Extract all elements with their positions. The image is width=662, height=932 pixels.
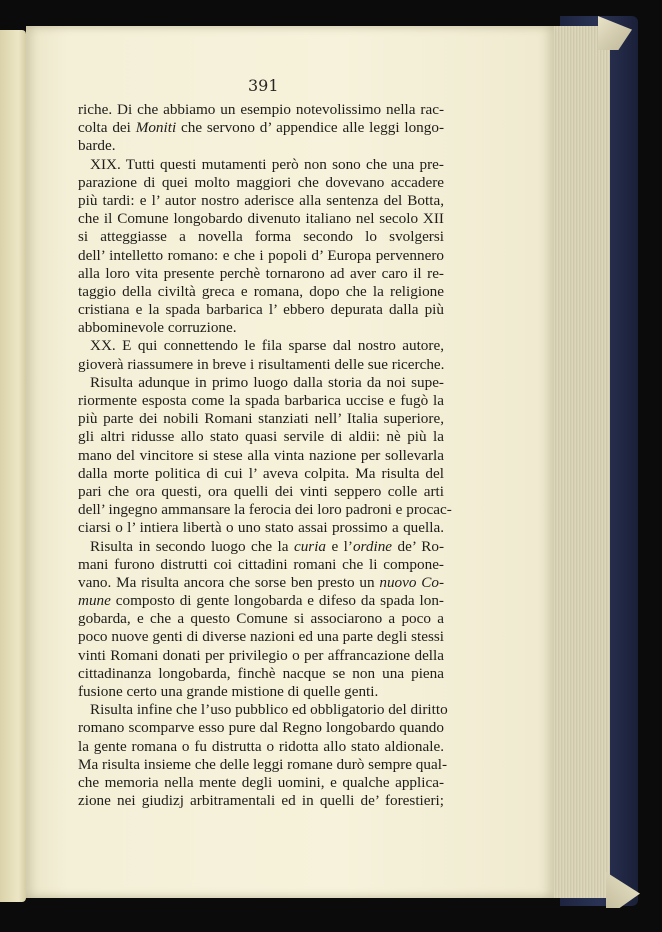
facing-page-edge bbox=[0, 30, 26, 902]
text-line bbox=[78, 392, 444, 410]
text-line bbox=[78, 592, 444, 610]
text-run: vinti Romani donati per privilegio o per affrancazione della bbox=[78, 646, 444, 664]
text-line bbox=[78, 519, 444, 537]
text-line bbox=[78, 738, 444, 756]
text-line bbox=[78, 374, 444, 392]
text-line bbox=[78, 755, 448, 774]
text-line bbox=[78, 119, 444, 137]
text-run: Ma risulta insieme che delle leggi romane durò sempre qual- bbox=[78, 755, 448, 773]
text-line bbox=[78, 192, 444, 210]
text-run: XIX. Tutti questi mutamenti però non sono che una pre- bbox=[90, 155, 444, 173]
text-run: romano scomparve esso pure dal Regno longobardo quando bbox=[78, 719, 444, 737]
text-run: ciarsi o l’ intiera libertà o uno stato assai prossimo a quella. bbox=[78, 519, 444, 537]
text-run: più tardi: e l’ autor nostro aderisce alla sentenza del Botta, bbox=[78, 191, 444, 209]
text-run: zione nei giudizj arbitramentali ed in quelli de’ forestieri; bbox=[78, 792, 444, 810]
text-line bbox=[78, 174, 444, 192]
text-run: fusione certo una grande mistione di quelle genti. bbox=[78, 683, 379, 700]
text-run: parazione di quei molto maggiori che dovevano accadere bbox=[78, 173, 444, 191]
text-line bbox=[78, 301, 444, 319]
text-run: dalla morte politica di cui l’ aveva colpita. Ma risulta del bbox=[78, 464, 444, 482]
text-run: gioverà riassumere in breve i risultamenti delle sue ricerche. bbox=[78, 355, 445, 373]
body-text bbox=[78, 101, 452, 810]
text-line bbox=[78, 628, 444, 646]
text-run: riormente esposta come la spada barbarica uccise e fugò la bbox=[78, 392, 444, 409]
text-line bbox=[78, 210, 444, 228]
text-line bbox=[78, 337, 444, 355]
text-run: e l’ bbox=[326, 537, 353, 555]
page-number: 391 bbox=[248, 76, 279, 95]
text-line bbox=[78, 647, 444, 665]
italic-term: curia bbox=[293, 537, 327, 555]
text-line bbox=[78, 228, 444, 246]
text-run: più parte dei nobili Romani stanziati nell’ Italia superiore, bbox=[78, 410, 444, 428]
text-line bbox=[78, 319, 444, 337]
text-line bbox=[78, 101, 444, 119]
text-line bbox=[78, 483, 444, 501]
text-run: gobarda, e che a questo Comune si associarono a poco a bbox=[78, 610, 444, 628]
text-run: che servono d’ appendice alle leggi longo- bbox=[176, 119, 444, 137]
text-run: mano del vincitore si stese alla vinta nazione per sollevarla bbox=[78, 446, 444, 464]
text-line bbox=[78, 283, 444, 301]
text-run: pari che ora questi, ora quelli dei vinti seppero colle arti bbox=[78, 482, 444, 500]
text-line bbox=[78, 610, 444, 628]
page-edges bbox=[552, 26, 610, 898]
text-run: si atteggiasse a novella forma secondo lo svolgersi bbox=[78, 228, 444, 246]
text-run: che memoria nella mente degli uomini, e qualche applica- bbox=[78, 773, 444, 791]
text-run: mani furono distrutti coi cittadini romani che li compone- bbox=[78, 555, 444, 573]
text-line bbox=[78, 410, 444, 428]
text-run: cristiana e la spada barbarica l’ ebbero depurata dalla più bbox=[78, 301, 444, 319]
text-line bbox=[78, 501, 452, 519]
text-run: cittadinanza longobarda, finchè nacque se non una piena bbox=[78, 664, 444, 682]
text-run: taggio della civiltà greca e romana, dopo che la religione bbox=[78, 282, 444, 300]
text-run: abbominevole corruzione. bbox=[78, 319, 237, 337]
text-line bbox=[78, 701, 448, 719]
text-run: Risulta adunque in primo luogo dalla storia da noi supe- bbox=[90, 373, 444, 391]
text-run: dell’ intelletto romano: e che i popoli d’ Europa pervennero bbox=[78, 246, 444, 264]
text-run: gli altri ridusse allo stato quasi servile di aldii: nè più la bbox=[78, 428, 444, 446]
text-run: XX. E qui connettendo le fila sparse dal nostro autore, bbox=[90, 337, 444, 355]
italic-term: ordine bbox=[352, 537, 393, 555]
text-run: barde. bbox=[78, 137, 116, 155]
text-line bbox=[78, 356, 444, 374]
text-run: composto di gente longobarda e difeso da spada lon- bbox=[110, 592, 444, 610]
text-run: de’ Ro- bbox=[392, 537, 444, 555]
text-line bbox=[78, 447, 444, 465]
text-run: Risulta infine che l’uso pubblico ed obbligatorio del diritto bbox=[90, 701, 448, 719]
text-line bbox=[78, 265, 444, 283]
text-line bbox=[78, 665, 444, 683]
text-run: riche. Di che abbiamo un esempio notevolissimo nella rac- bbox=[78, 101, 444, 118]
text-run: Risulta in secondo luogo che la bbox=[90, 537, 294, 555]
text-line bbox=[78, 465, 444, 483]
text-run: che il Comune longobardo divenuto italiano nel secolo XII bbox=[78, 210, 444, 228]
italic-term: nuovo Co- bbox=[379, 573, 444, 591]
text-run: colta dei bbox=[78, 119, 136, 137]
text-run: alla loro vita presente perchè tornarono ad aver caro il re- bbox=[78, 264, 444, 282]
text-run: vano. Ma risulta ancora che sorse ben presto un bbox=[78, 573, 380, 591]
italic-term: Moniti bbox=[135, 119, 177, 137]
text-line bbox=[78, 538, 444, 556]
text-run: la gente romana o fu distrutta o ridotta allo stato aldionale. bbox=[78, 737, 444, 755]
text-line bbox=[78, 792, 444, 810]
text-line bbox=[78, 683, 444, 701]
text-line bbox=[78, 428, 444, 446]
text-line bbox=[78, 137, 444, 155]
text-line bbox=[78, 574, 444, 592]
text-run: poco nuove genti di diverse nazioni ed una parte degli stessi bbox=[78, 628, 444, 646]
text-line bbox=[78, 156, 444, 174]
text-line bbox=[78, 719, 444, 737]
text-line bbox=[78, 556, 444, 574]
italic-term: mune bbox=[78, 592, 111, 610]
text-run: dell’ ingegno ammansare la ferocia dei loro padroni e procac- bbox=[78, 501, 452, 519]
text-line bbox=[78, 247, 444, 265]
text-line bbox=[78, 774, 444, 792]
